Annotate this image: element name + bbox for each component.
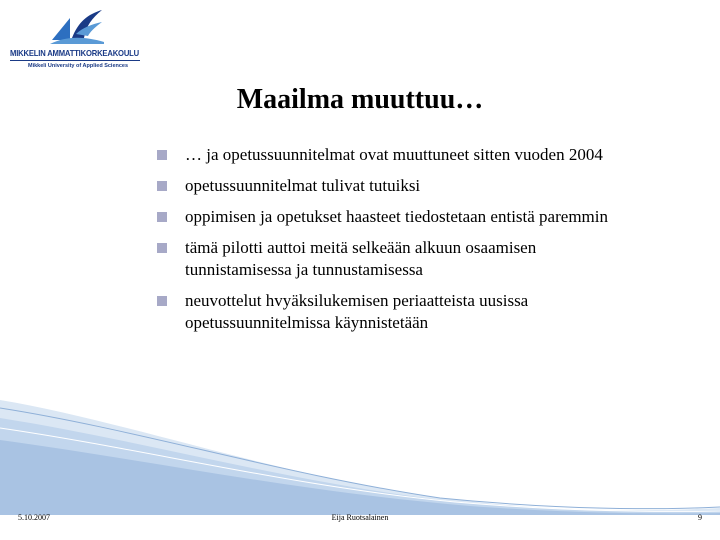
bullet-text: tämä pilotti auttoi meitä selkeään alkuun osaamisen tunnistamisessa ja tunnustamisessa (185, 238, 537, 279)
bullet-item (155, 144, 635, 166)
footer-author: Eija Ruotsalainen (331, 513, 389, 522)
decorative-waves (0, 400, 720, 515)
logo-divider (10, 60, 140, 61)
bullet-item (155, 290, 635, 334)
logo-name: MIKKELIN AMMATTIKORKEAKOULU (10, 48, 140, 58)
bullet-item (155, 237, 635, 281)
bullet-text: … ja opetussuunnitelmat ovat muuttuneet sitten vuoden 2004 (185, 145, 603, 164)
bullet-text: opetussuunnitelmat tulivat tutuiksi (185, 176, 421, 195)
bullet-text: oppimisen ja opetukset haasteet tiedostetaan entistä paremmin (185, 207, 608, 226)
bullet-list (155, 144, 635, 343)
university-logo (10, 8, 145, 70)
footer-date: 5.10.2007 (18, 513, 50, 522)
bullet-item (155, 206, 635, 228)
slide-title: Maailma muuttuu… (236, 84, 484, 115)
square-bullet-icon (157, 181, 167, 191)
square-bullet-icon (157, 296, 167, 306)
logo-subtitle: Mikkeli University of Applied Sciences (28, 63, 129, 69)
square-bullet-icon (157, 150, 167, 160)
bullet-item (155, 175, 635, 197)
square-bullet-icon (157, 212, 167, 222)
wave-logo-icon (48, 8, 106, 46)
page-number: 9 (698, 513, 702, 522)
bullet-text: neuvottelut hvyäksilukemisen periaatteista uusissa opetussuunnitelmissa käynnistetään (185, 291, 529, 332)
square-bullet-icon (157, 243, 167, 253)
